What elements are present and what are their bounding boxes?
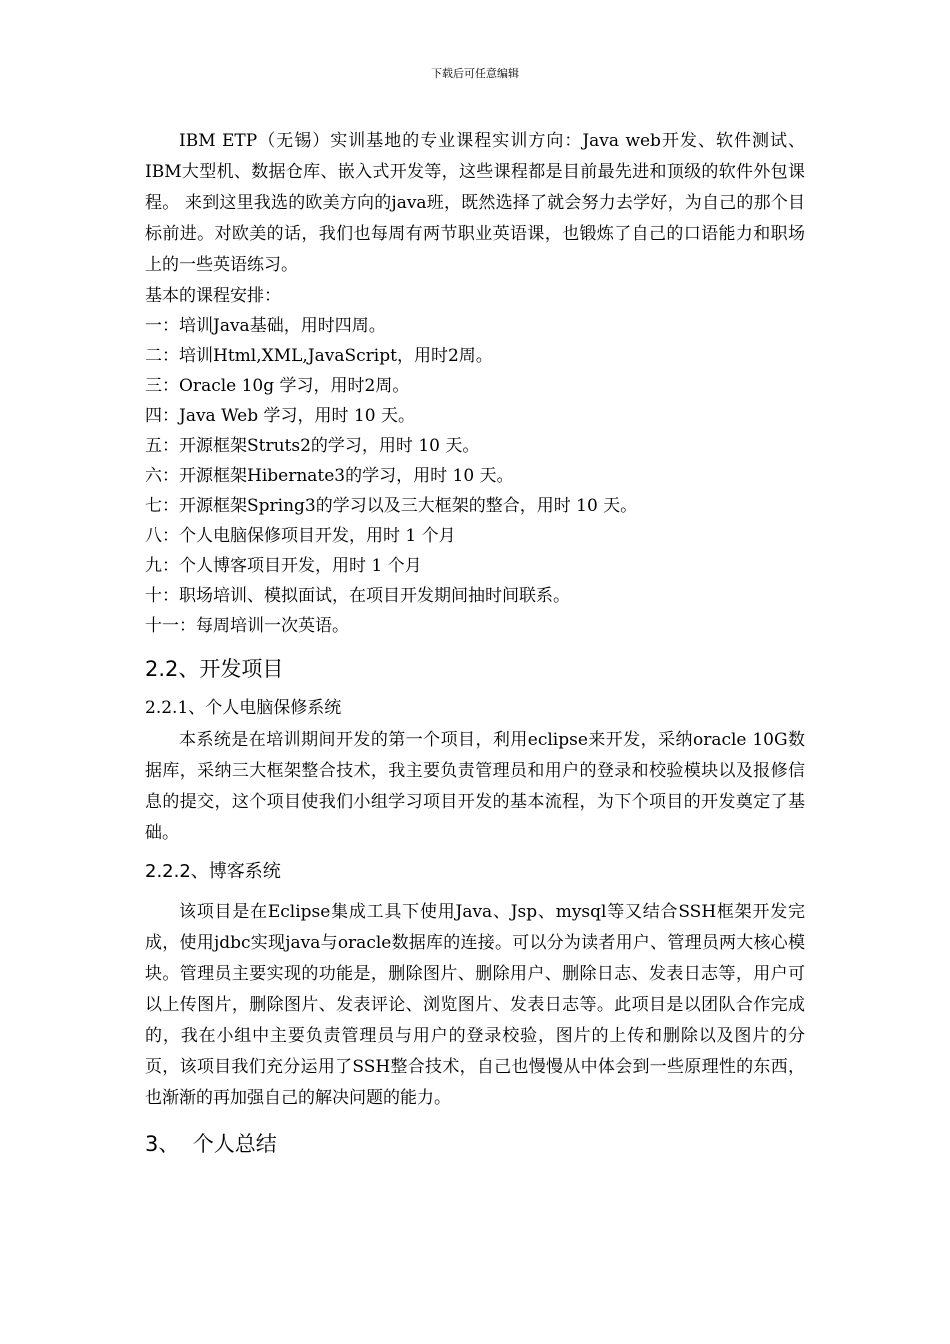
subsection-paragraph-2-2-1: 本系统是在培训期间开发的第一个项目，利用eclipse来开发，采纳oracle 10G数据库，采纳三大框架整合技术，我主要负责管理员和用户的登录和校验模块以及报修信息的提交，这个项目使我们小组学习项目开发的基本流程，为下个项目的开发奠定了基础。 (145, 730, 805, 843)
intro-paragraph: IBM ETP（无锡）实训基地的专业课程实训方向：Java web开发、软件测试、IBM大型机、数据仓库、嵌入式开发等，这些课程都是目前最先进和顶级的软件外包课程。 来到这里我选的欧美方向的java班，既然选择了就会努力去学好，为自己的那个目标前进。对欧美的话，我们也每周有两节职业英语课，也锻炼了自己的口语能力和职场上的一些英语练习。 (145, 131, 805, 275)
section-heading-3: 3、 个人总结 (145, 1132, 277, 1156)
schedule-item: 七：开源框架Spring3的学习以及三大框架的整合，用时 10 天。 (145, 496, 638, 516)
schedule-item: 十一：每周培训一次英语。 (145, 616, 349, 636)
schedule-item: 十：职场培训、模拟面试，在项目开发期间抽时间联系。 (145, 586, 570, 606)
schedule-item: 一：培训Java基础，用时四周。 (145, 316, 386, 336)
subsection-heading-2-2-2: 2.2.2、博客系统 (145, 861, 281, 882)
schedule-item: 二：培训Html,XML,JavaScript，用时2周。 (145, 346, 493, 366)
schedule-item: 九：个人博客项目开发，用时 1 个月 (145, 556, 422, 576)
schedule-item: 三：Oracle 10g 学习，用时2周。 (145, 376, 410, 396)
schedule-item: 四：Java Web 学习，用时 10 天。 (145, 406, 415, 426)
schedule-item: 八：个人电脑保修项目开发，用时 1 个月 (145, 526, 456, 546)
document-body (145, 126, 805, 1160)
section-heading-2-2: 2.2、开发项目 (145, 657, 284, 681)
schedule-item: 五：开源框架Struts2的学习，用时 10 天。 (145, 436, 480, 456)
schedule-title: 基本的课程安排： (145, 286, 281, 306)
schedule-item: 六：开源框架Hibernate3的学习，用时 10 天。 (145, 466, 514, 486)
page-header-note: 下载后可任意编辑 (431, 67, 519, 80)
subsection-heading-2-2-1: 2.2.1、个人电脑保修系统 (145, 698, 342, 718)
subsection-paragraph-2-2-2: 该项目是在Eclipse集成工具下使用Java、Jsp、mysql等又结合SSH框架开发完成，使用jdbc实现java与oracle数据库的连接。可以分为读者用户、管理员两大核心模块。管理员主要实现的功能是，删除图片、删除用户、删除日志、发表日志等，用户可以上传图片，删除图片、发表评论、浏览图片、发表日志等。此项目是以团队合作完成的，我在小组中主要负责管理员与用户的登录校验，图片的上传和删除以及图片的分页，该项目我们充分运用了SSH整合技术，自己也慢慢从中体会到一些原理性的东西，也渐渐的再加强自己的解决问题的能力。 (145, 902, 805, 1108)
